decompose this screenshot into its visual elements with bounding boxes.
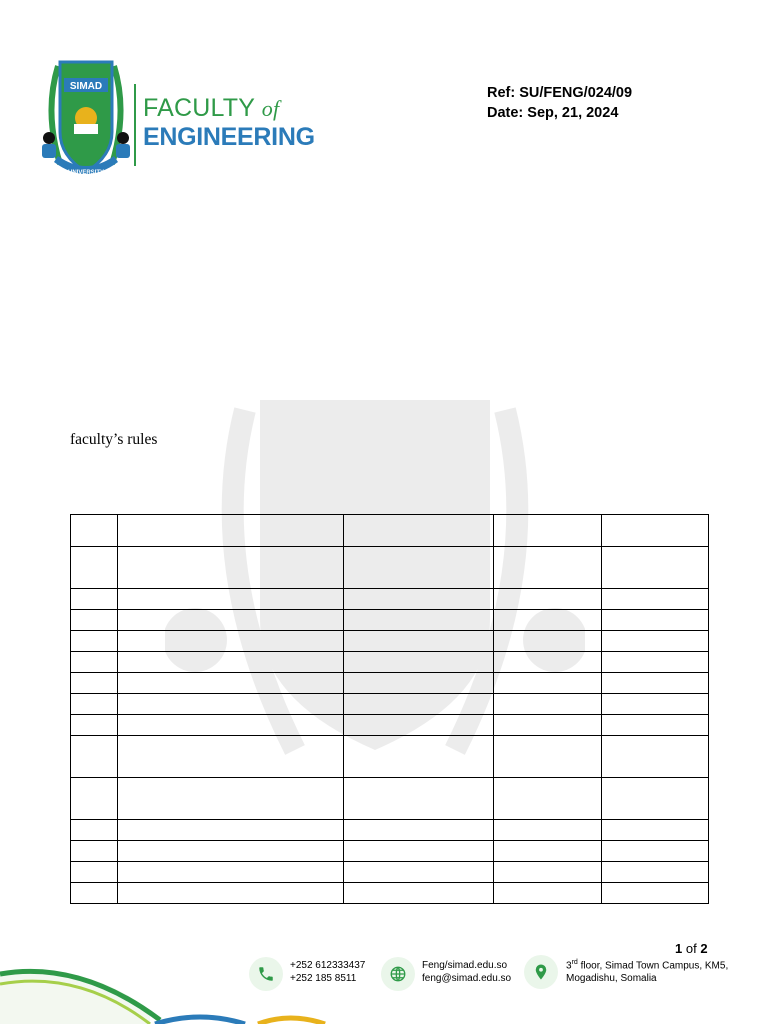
table-cell	[494, 652, 602, 673]
table-row	[71, 673, 709, 694]
table-cell	[117, 610, 343, 631]
table-cell	[494, 610, 602, 631]
table-cell	[494, 820, 602, 841]
table-cell	[343, 820, 494, 841]
table-row	[71, 778, 709, 820]
table-cell	[343, 694, 494, 715]
table-row	[71, 631, 709, 652]
email-text: feng@simad.edu.so	[422, 973, 512, 984]
table-row	[71, 547, 709, 589]
table-cell	[494, 883, 602, 904]
address-line1-rest: floor, Simad Town Campus, KM5,	[577, 960, 729, 972]
table-row	[71, 589, 709, 610]
table-row	[71, 820, 709, 841]
table-cell	[117, 652, 343, 673]
rules-table	[70, 514, 709, 904]
table-cell	[494, 547, 602, 589]
table-cell	[602, 547, 709, 589]
table-cell	[602, 694, 709, 715]
table-cell	[494, 589, 602, 610]
table-row	[71, 862, 709, 883]
faculty-line2: ENGINEERING	[143, 123, 315, 151]
reference-block	[487, 83, 632, 123]
table-cell	[117, 547, 343, 589]
faculty-word: FACULTY	[143, 94, 255, 122]
table-row	[71, 883, 709, 904]
faculty-of-word: of	[261, 96, 280, 121]
table-cell	[71, 715, 118, 736]
table-cell	[602, 631, 709, 652]
table-cell	[343, 841, 494, 862]
table-cell	[343, 652, 494, 673]
table-cell	[71, 778, 118, 820]
logo-bottom-text: UNIVERSITY	[67, 170, 105, 176]
table-cell	[71, 589, 118, 610]
logo-top-text: SIMAD	[69, 81, 103, 92]
table-cell	[602, 841, 709, 862]
table-cell	[494, 736, 602, 778]
table-cell	[602, 589, 709, 610]
table-cell	[117, 631, 343, 652]
phone-line1: +252 612333437	[290, 960, 366, 971]
table-row	[71, 515, 709, 547]
website-text: Feng/simad.edu.so	[422, 960, 508, 971]
table-cell	[343, 515, 494, 547]
address-floor-suffix: rd	[571, 959, 578, 966]
table-cell	[71, 610, 118, 631]
phone-line2: +252 185 8511	[290, 973, 357, 984]
document-date: Date: Sep, 21, 2024	[487, 105, 619, 121]
table-cell	[343, 631, 494, 652]
table-cell	[343, 589, 494, 610]
table-cell	[117, 694, 343, 715]
table-cell	[343, 673, 494, 694]
table-cell	[71, 652, 118, 673]
table-cell	[494, 673, 602, 694]
address-floor-number: 3	[566, 960, 572, 972]
table-row	[71, 736, 709, 778]
table-cell	[71, 515, 118, 547]
table-cell	[117, 673, 343, 694]
faculty-title	[134, 84, 315, 166]
table-cell	[343, 736, 494, 778]
table-cell	[602, 862, 709, 883]
page-of: of	[685, 941, 697, 956]
table-cell	[602, 778, 709, 820]
table-cell	[117, 515, 343, 547]
faculty-line1	[143, 94, 315, 123]
page-total: 2	[700, 941, 708, 956]
table-cell	[71, 883, 118, 904]
table-cell	[494, 778, 602, 820]
table-cell	[602, 515, 709, 547]
table-cell	[71, 862, 118, 883]
table-cell	[602, 715, 709, 736]
table-cell	[343, 778, 494, 820]
table-row	[71, 652, 709, 673]
reference-number: Ref: SU/FENG/024/09	[487, 85, 633, 101]
table-cell	[117, 862, 343, 883]
table-cell	[494, 515, 602, 547]
table-cell	[117, 778, 343, 820]
table-cell	[343, 547, 494, 589]
table-cell	[602, 736, 709, 778]
table-row	[71, 610, 709, 631]
intro-text: faculty’s rules	[70, 431, 158, 448]
table-cell	[117, 715, 343, 736]
table-cell	[117, 841, 343, 862]
table-cell	[71, 673, 118, 694]
table-cell	[71, 841, 118, 862]
table-cell	[343, 862, 494, 883]
table-cell	[494, 862, 602, 883]
table-row	[71, 715, 709, 736]
table-cell	[494, 715, 602, 736]
table-cell	[494, 694, 602, 715]
page-number	[675, 941, 708, 956]
table-cell	[494, 631, 602, 652]
table-cell	[602, 673, 709, 694]
table-cell	[602, 652, 709, 673]
page-current: 1	[675, 941, 683, 956]
table-cell	[71, 547, 118, 589]
table-cell	[71, 736, 118, 778]
address-line2: Mogadishu, Somalia	[566, 973, 657, 985]
table-cell	[343, 715, 494, 736]
table-cell	[343, 883, 494, 904]
table-row	[71, 841, 709, 862]
table-cell	[117, 589, 343, 610]
table-cell	[602, 820, 709, 841]
table-cell	[117, 820, 343, 841]
table-cell	[71, 631, 118, 652]
footer-swoosh	[0, 960, 768, 1024]
table-cell	[71, 820, 118, 841]
table-cell	[602, 883, 709, 904]
table-row	[71, 694, 709, 715]
table-cell	[494, 841, 602, 862]
table-cell	[71, 694, 118, 715]
table-cell	[117, 736, 343, 778]
table-cell	[602, 610, 709, 631]
rules-table-body	[71, 515, 709, 904]
simad-university-logo	[40, 52, 132, 186]
table-cell	[117, 883, 343, 904]
table-cell	[343, 610, 494, 631]
